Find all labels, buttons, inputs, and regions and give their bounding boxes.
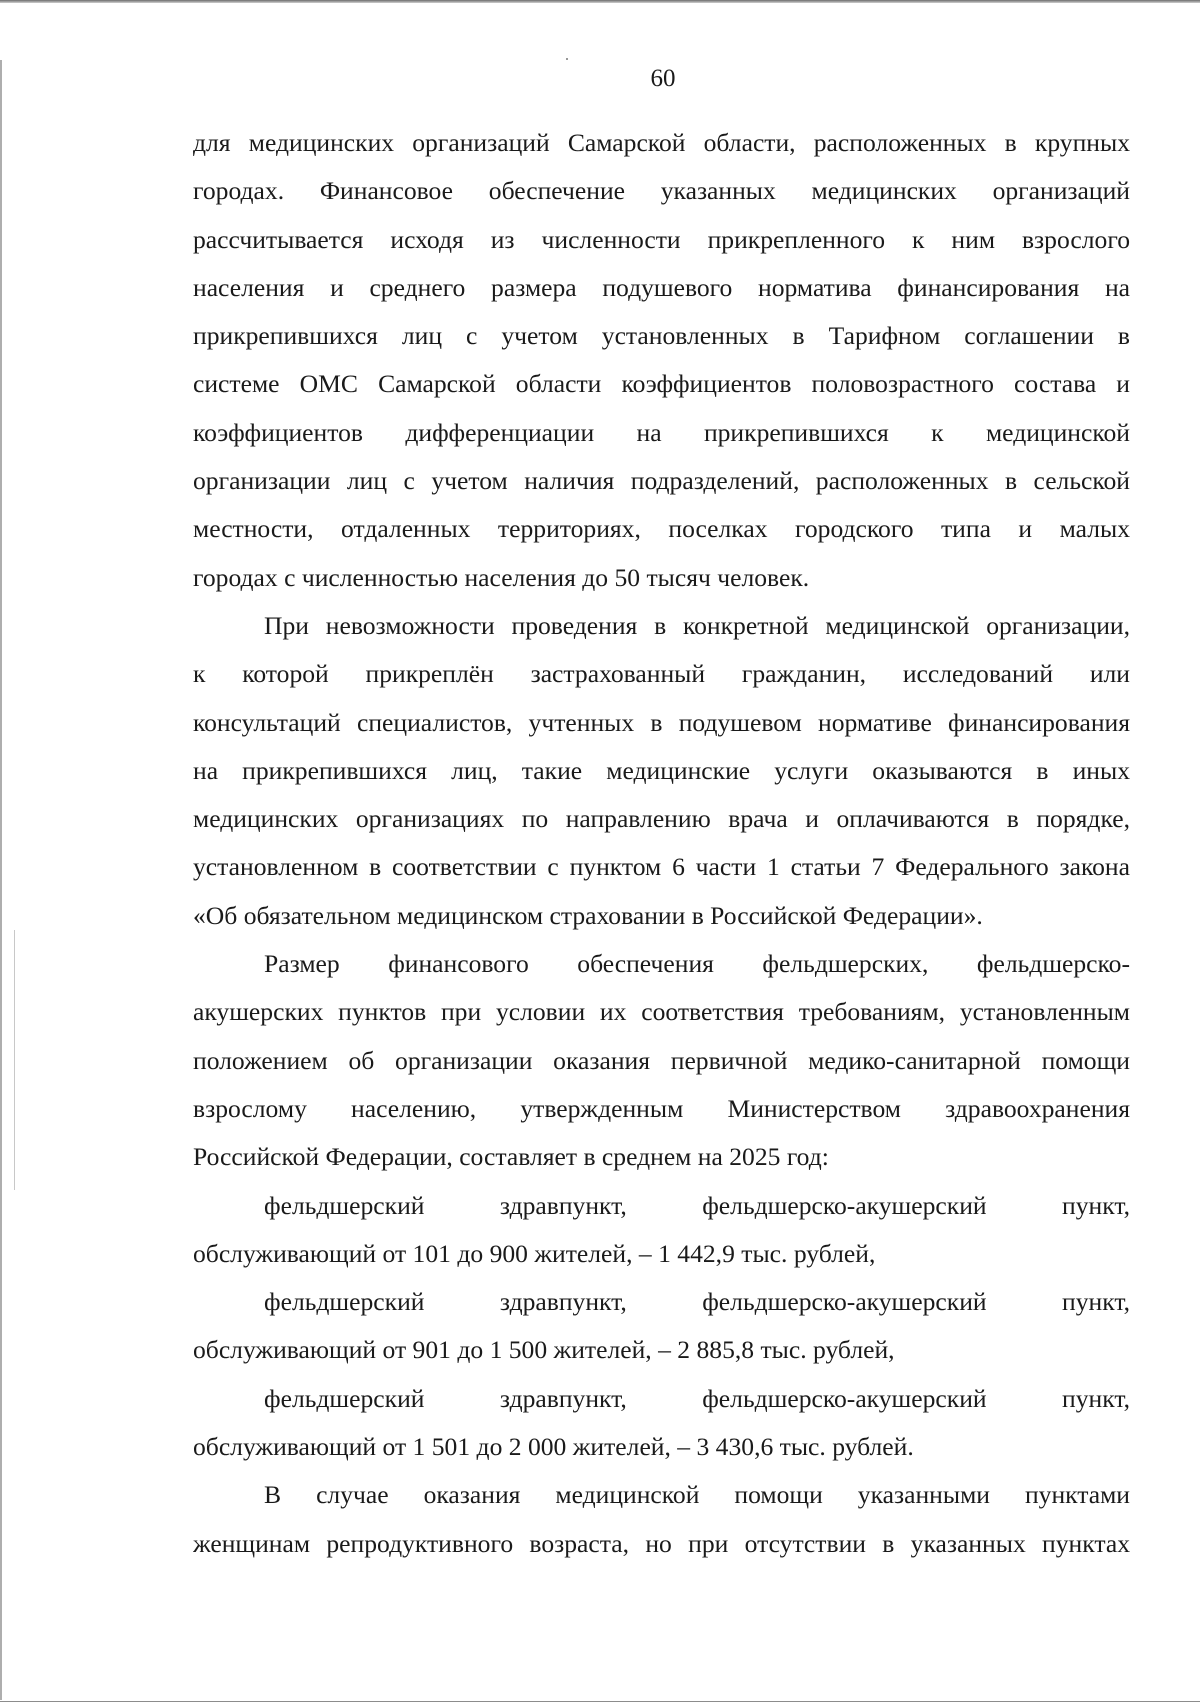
text-line: фельдшерский здравпункт, фельдшерско-акушерский пункт, [264,1190,1130,1220]
text-line: фельдшерский здравпункт, фельдшерско-акушерский пункт, [264,1383,1130,1413]
text-line: обслуживающий от 901 до 1 500 жителей, – 2 885,8 тыс. рублей, [193,1335,895,1365]
text-line: прикрепившихся лиц с учетом установленных в Тарифном соглашении в [193,321,1130,351]
page-number: 60 [650,65,676,92]
text-line: обслуживающий от 1 501 до 2 000 жителей, – 3 430,6 тыс. рублей. [193,1432,914,1462]
text-line: «Об обязательном медицинском страховании в Российской Федерации». [193,900,983,930]
text-line: фельдшерский здравпункт, фельдшерско-акушерский пункт, [264,1287,1130,1317]
text-line: медицинских организациях по направлению врача и оплачиваются в порядке, [193,804,1130,834]
text-line: населения и среднего размера подушевого норматива финансирования на [193,272,1130,302]
scan-edge-left [0,60,2,1700]
paragraph [193,1182,1130,1279]
text-line: коэффициентов дифференциации на прикрепившихся к медицинской [193,417,1130,447]
paragraph [193,1375,1130,1472]
text-line: системе ОМС Самарской области коэффициентов половозрастного состава и [193,369,1130,399]
text-line: взрослому населению, утвержденным Министерством здравоохранения [193,1093,1130,1123]
document-body [193,119,1130,1568]
scan-speck [566,58,568,60]
text-line: городах с численностью населения до 50 тысяч человек. [193,562,810,592]
text-line: рассчитывается исходя из численности прикрепленного к ним взрослого [193,224,1130,254]
text-line: местности, отдаленных территориях, поселках городского типа и малых [193,514,1130,544]
text-line: В случае оказания медицинской помощи указанными пунктами [264,1480,1130,1510]
text-line: положением об организации оказания первичной медико-санитарной помощи [193,1045,1130,1075]
text-line: Размер финансового обеспечения фельдшерских, фельдшерско- [264,949,1130,979]
text-line: городах. Финансовое обеспечение указанных медицинских организаций [193,176,1130,206]
text-line: на прикрепившихся лиц, такие медицинские услуги оказываются в иных [193,755,1130,785]
text-line: При невозможности проведения в конкретной медицинской организации, [264,610,1130,640]
text-line: консультаций специалистов, учтенных в подушевом нормативе финансирования [193,707,1130,737]
paragraph [193,119,1130,602]
paragraph [193,602,1130,940]
text-line: женщинам репродуктивного возраста, но при отсутствии в указанных пунктах [193,1528,1130,1558]
text-line: акушерских пунктов при условии их соответствия требованиям, установленным [193,997,1130,1027]
text-line: для медицинских организаций Самарской области, расположенных в крупных [193,128,1130,157]
text-line: к которой прикреплён застрахованный гражданин, исследований или [193,659,1130,689]
scan-edge-top [0,0,1200,3]
text-line: организации лиц с учетом наличия подразделений, расположенных в сельской [193,466,1130,496]
scan-edge-left-shadow [14,930,15,1190]
paragraph [193,940,1130,1181]
paragraph [193,1278,1130,1375]
scan-edge-bottom [0,1701,1200,1702]
paragraph [193,1471,1130,1568]
text-line: Российской Федерации, составляет в среднем на 2025 год: [193,1142,829,1172]
text-line: установленном в соответствии с пунктом 6 части 1 статьи 7 Федерального закона [193,852,1130,882]
text-line: обслуживающий от 101 до 900 жителей, – 1 442,9 тыс. рублей, [193,1238,876,1268]
